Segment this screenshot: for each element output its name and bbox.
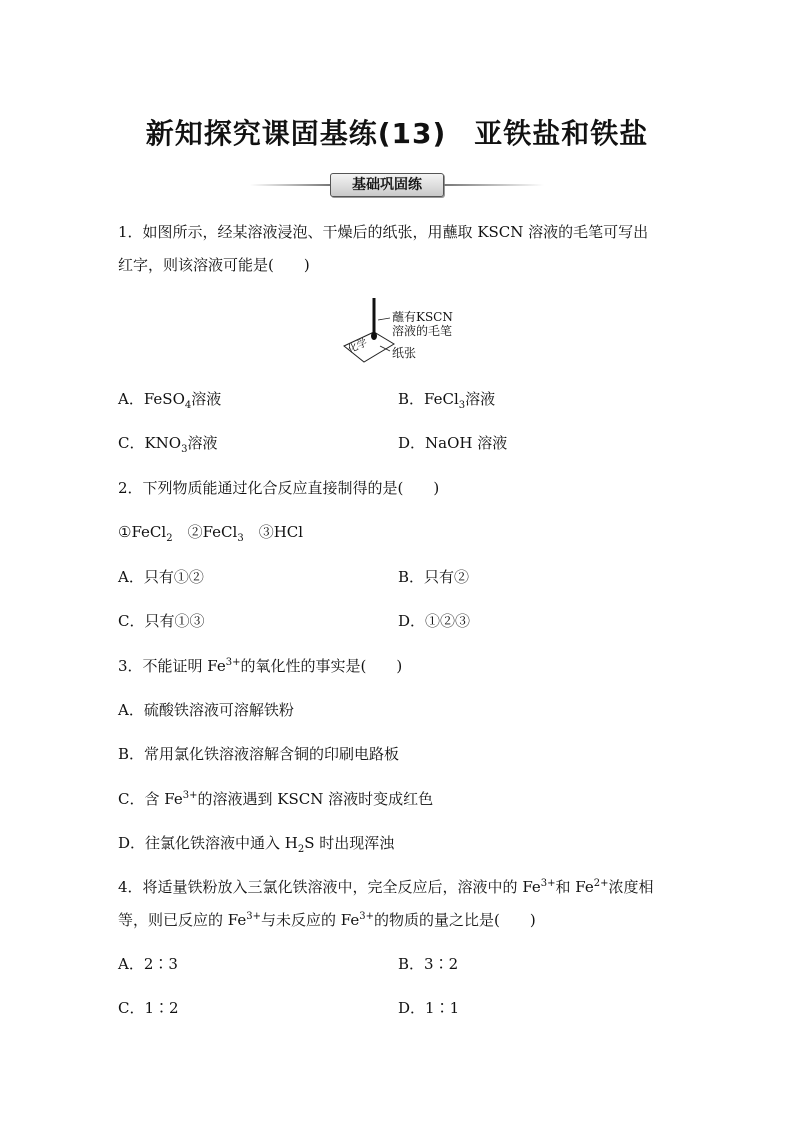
paper-writing: 化学 [346, 337, 370, 356]
q2-option-d: D．①②③ [398, 612, 471, 630]
q3-option-d: D．往氯化铁溶液中通入 $H_2S$ 时出现浑浊 [118, 834, 395, 855]
q3-option-b: B．常用氯化铁溶液溶解含铜的印刷电路板 [118, 745, 400, 763]
banner-divider-right [444, 184, 544, 186]
q4-option-a: A．2∶3 [118, 955, 178, 973]
q4-stem-line1: 4．将适量铁粉放入三氯化铁溶液中，完全反应后，溶液中的 $Fe^{3+}$和 $Fe^{2+}$浓度相 [118, 878, 654, 896]
q2-item-2: ②FeCl$_3$ [187, 523, 244, 544]
q3-stem: 3．不能证明 $Fe^{3+}$的氧化性的事实是( ) [118, 657, 403, 675]
q2-option-c: C．只有①③ [118, 612, 205, 630]
section-banner [250, 172, 544, 198]
q1-stem-line2: 红字，则该溶液可能是( ) [118, 256, 310, 274]
q1-figure [336, 296, 476, 366]
paper-label: 纸张 [392, 346, 417, 360]
banner-divider-left [250, 184, 330, 186]
title-main: 新知探究课固基练(13) [145, 117, 447, 150]
q1-stem-line1: 1．如图所示，经某溶液浸泡、干燥后的纸张，用蘸取 KSCN 溶液的毛笔可写出 [118, 223, 649, 241]
q3-option-c: C．含 $Fe^{3+}$的溶液遇到 KSCN 溶液时变成红色 [118, 790, 434, 808]
brush-tip [371, 332, 377, 340]
q2-items [118, 522, 303, 542]
q4-option-c: C．1∶2 [118, 999, 179, 1017]
q2-item-3: ③HCl [258, 523, 304, 541]
q1-option-a: A．FeSO$_4$溶液 [118, 390, 222, 411]
q3-option-a: A．硫酸铁溶液可溶解铁粉 [118, 701, 294, 719]
q1-option-b: B．FeCl$_3$溶液 [398, 390, 496, 411]
q4-option-d: D．1∶1 [398, 999, 460, 1017]
q2-option-b: B．只有② [398, 568, 470, 586]
q4-stem-line2: 等，则已反应的 $Fe^{3+}$与未反应的 $Fe^{3+}$的物质的量之比是( ) [118, 911, 536, 929]
brush-label-line1: 蘸有KSCN [392, 310, 453, 324]
q1-option-c: C．$KNO_3$溶液 [118, 434, 218, 455]
brush-label-line2: 溶液的毛笔 [392, 324, 453, 338]
title-sub: 亚铁盐和铁盐 [474, 117, 649, 150]
q2-option-a: A．只有①② [118, 568, 204, 586]
page-title [0, 112, 794, 152]
section-banner-label: 基础巩固练 [330, 173, 444, 197]
q2-stem: 2．下列物质能通过化合反应直接制得的是( ) [118, 479, 440, 497]
q4-option-b: B．3∶2 [398, 955, 459, 973]
brush-leader-line [378, 318, 390, 320]
q2-item-1: ①FeCl$_2$ [118, 523, 173, 544]
q1-option-d: D．NaOH 溶液 [398, 434, 508, 452]
